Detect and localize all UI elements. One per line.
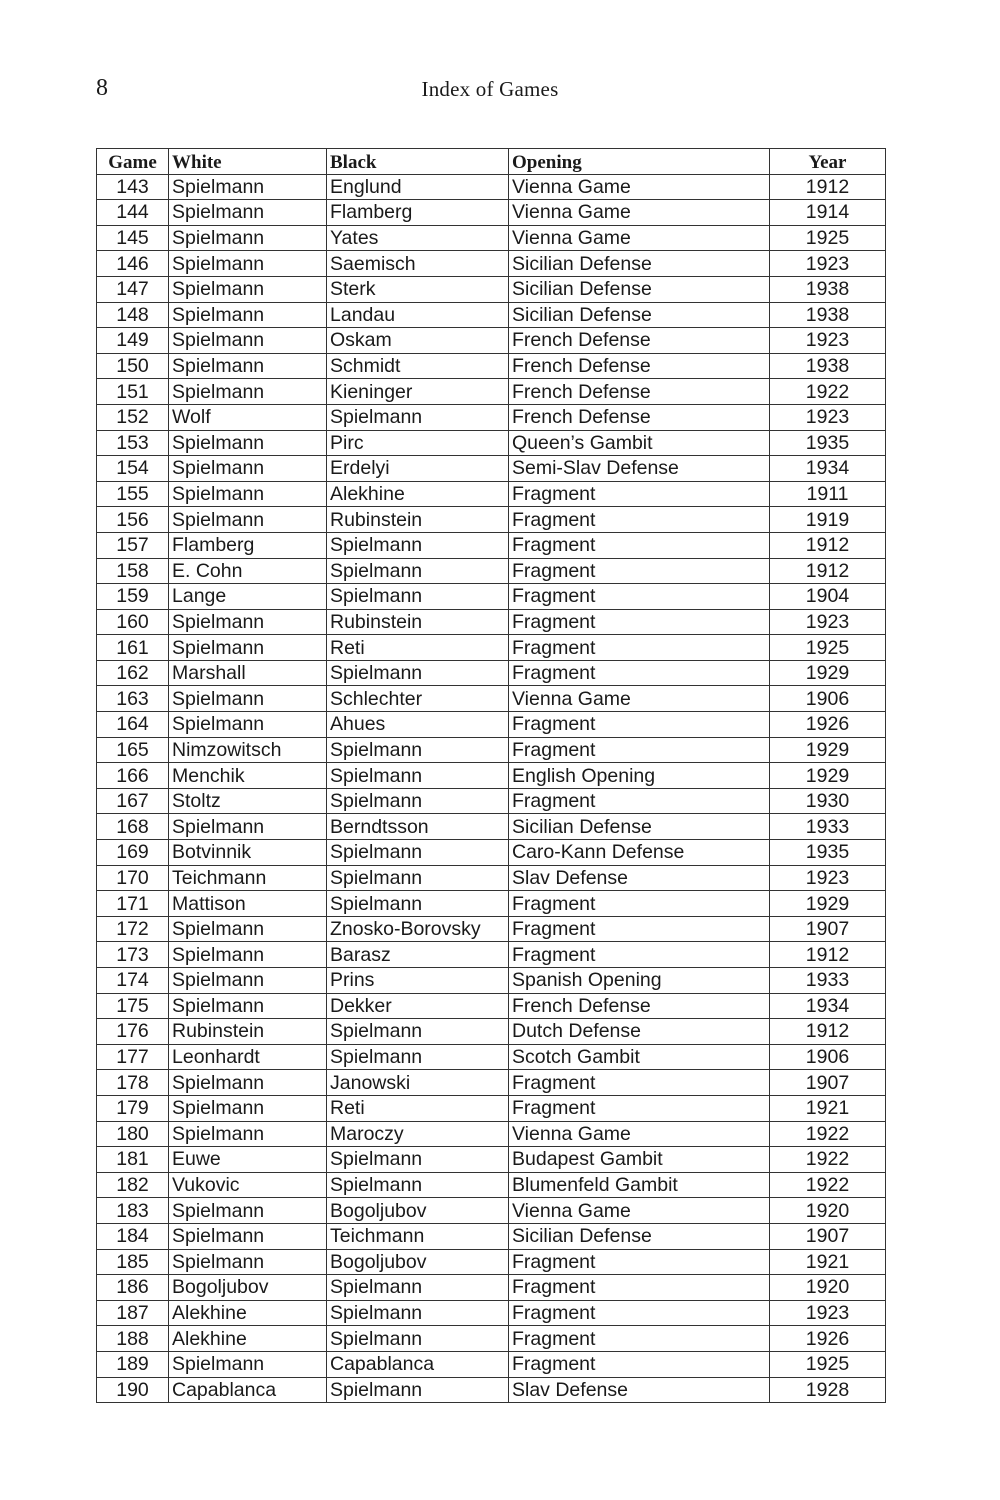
year-cell: 1907 bbox=[770, 1223, 886, 1249]
opening-cell: Fragment bbox=[509, 532, 770, 558]
white-player-cell: Nimzowitsch bbox=[169, 737, 327, 763]
table-row bbox=[97, 1326, 886, 1352]
year-cell: 1912 bbox=[770, 558, 886, 584]
year-cell: 1911 bbox=[770, 481, 886, 507]
game-number-cell: 187 bbox=[97, 1300, 169, 1326]
opening-cell: Slav Defense bbox=[509, 865, 770, 891]
year-cell: 1928 bbox=[770, 1377, 886, 1403]
white-player-cell: E. Cohn bbox=[169, 558, 327, 584]
white-player-cell: Spielmann bbox=[169, 1121, 327, 1147]
game-number-cell: 158 bbox=[97, 558, 169, 584]
black-player-cell: Bogoljubov bbox=[327, 1198, 509, 1224]
table-row bbox=[97, 1070, 886, 1096]
white-player-cell: Spielmann bbox=[169, 430, 327, 456]
black-player-cell: Barasz bbox=[327, 942, 509, 968]
game-number-cell: 165 bbox=[97, 737, 169, 763]
opening-cell: Caro-Kann Defense bbox=[509, 840, 770, 866]
black-player-cell: Spielmann bbox=[327, 1019, 509, 1045]
table-row bbox=[97, 891, 886, 917]
table-row bbox=[97, 916, 886, 942]
table-row bbox=[97, 558, 886, 584]
table-row bbox=[97, 1300, 886, 1326]
table-row bbox=[97, 763, 886, 789]
black-player-cell: Spielmann bbox=[327, 1326, 509, 1352]
white-player-cell: Bogoljubov bbox=[169, 1275, 327, 1301]
opening-cell: Fragment bbox=[509, 1300, 770, 1326]
game-number-cell: 177 bbox=[97, 1044, 169, 1070]
white-player-cell: Spielmann bbox=[169, 993, 327, 1019]
opening-cell: Semi-Slav Defense bbox=[509, 456, 770, 482]
year-cell: 1923 bbox=[770, 251, 886, 277]
game-number-cell: 173 bbox=[97, 942, 169, 968]
opening-cell: French Defense bbox=[509, 353, 770, 379]
game-number-cell: 144 bbox=[97, 200, 169, 226]
game-number-cell: 156 bbox=[97, 507, 169, 533]
game-number-cell: 147 bbox=[97, 276, 169, 302]
white-player-cell: Spielmann bbox=[169, 200, 327, 226]
year-cell: 1912 bbox=[770, 532, 886, 558]
opening-cell: Fragment bbox=[509, 737, 770, 763]
year-cell: 1929 bbox=[770, 763, 886, 789]
year-cell: 1929 bbox=[770, 891, 886, 917]
black-player-cell: Spielmann bbox=[327, 763, 509, 789]
opening-cell: Sicilian Defense bbox=[509, 1223, 770, 1249]
year-cell: 1923 bbox=[770, 609, 886, 635]
table-row bbox=[97, 456, 886, 482]
game-number-cell: 149 bbox=[97, 328, 169, 354]
year-cell: 1912 bbox=[770, 174, 886, 200]
game-number-cell: 159 bbox=[97, 584, 169, 610]
game-number-cell: 166 bbox=[97, 763, 169, 789]
game-number-cell: 150 bbox=[97, 353, 169, 379]
page-number: 8 bbox=[96, 75, 108, 101]
table-row bbox=[97, 584, 886, 610]
table-row bbox=[97, 328, 886, 354]
game-number-cell: 174 bbox=[97, 968, 169, 994]
black-player-cell: Spielmann bbox=[327, 660, 509, 686]
year-cell: 1933 bbox=[770, 814, 886, 840]
white-player-cell: Spielmann bbox=[169, 1249, 327, 1275]
table-row bbox=[97, 660, 886, 686]
black-player-cell: Oskam bbox=[327, 328, 509, 354]
opening-cell: Sicilian Defense bbox=[509, 302, 770, 328]
white-player-cell: Spielmann bbox=[169, 379, 327, 405]
table-body bbox=[97, 174, 886, 1403]
white-player-cell: Spielmann bbox=[169, 1351, 327, 1377]
year-cell: 1925 bbox=[770, 1351, 886, 1377]
year-cell: 1929 bbox=[770, 660, 886, 686]
game-number-cell: 189 bbox=[97, 1351, 169, 1377]
white-player-cell: Menchik bbox=[169, 763, 327, 789]
white-player-cell: Wolf bbox=[169, 404, 327, 430]
table-row bbox=[97, 840, 886, 866]
year-cell: 1922 bbox=[770, 1172, 886, 1198]
opening-cell: Scotch Gambit bbox=[509, 1044, 770, 1070]
year-cell: 1922 bbox=[770, 1147, 886, 1173]
white-player-cell: Botvinnik bbox=[169, 840, 327, 866]
table-row bbox=[97, 1044, 886, 1070]
opening-cell: English Opening bbox=[509, 763, 770, 789]
game-number-cell: 154 bbox=[97, 456, 169, 482]
game-number-cell: 146 bbox=[97, 251, 169, 277]
year-cell: 1914 bbox=[770, 200, 886, 226]
year-cell: 1920 bbox=[770, 1275, 886, 1301]
table-row bbox=[97, 481, 886, 507]
year-cell: 1926 bbox=[770, 712, 886, 738]
year-cell: 1938 bbox=[770, 353, 886, 379]
game-number-cell: 176 bbox=[97, 1019, 169, 1045]
opening-cell: Fragment bbox=[509, 712, 770, 738]
table-row bbox=[97, 1223, 886, 1249]
opening-cell: Fragment bbox=[509, 1070, 770, 1096]
table-header-row bbox=[97, 149, 886, 175]
black-player-cell: Ahues bbox=[327, 712, 509, 738]
white-player-cell: Spielmann bbox=[169, 712, 327, 738]
opening-cell: Blumenfeld Gambit bbox=[509, 1172, 770, 1198]
opening-cell: Sicilian Defense bbox=[509, 251, 770, 277]
table-row bbox=[97, 1198, 886, 1224]
table-row bbox=[97, 788, 886, 814]
header-black: Black bbox=[327, 149, 509, 175]
white-player-cell: Spielmann bbox=[169, 609, 327, 635]
table-row bbox=[97, 225, 886, 251]
header-year: Year bbox=[770, 149, 886, 175]
white-player-cell: Spielmann bbox=[169, 353, 327, 379]
white-player-cell: Spielmann bbox=[169, 1095, 327, 1121]
table-row bbox=[97, 865, 886, 891]
year-cell: 1938 bbox=[770, 276, 886, 302]
game-number-cell: 182 bbox=[97, 1172, 169, 1198]
year-cell: 1921 bbox=[770, 1095, 886, 1121]
year-cell: 1929 bbox=[770, 737, 886, 763]
year-cell: 1921 bbox=[770, 1249, 886, 1275]
header-opening: Opening bbox=[509, 149, 770, 175]
year-cell: 1923 bbox=[770, 865, 886, 891]
table-row bbox=[97, 353, 886, 379]
white-player-cell: Spielmann bbox=[169, 635, 327, 661]
year-cell: 1912 bbox=[770, 942, 886, 968]
white-player-cell: Marshall bbox=[169, 660, 327, 686]
game-number-cell: 181 bbox=[97, 1147, 169, 1173]
black-player-cell: Rubinstein bbox=[327, 609, 509, 635]
table-row bbox=[97, 1351, 886, 1377]
table-row bbox=[97, 251, 886, 277]
year-cell: 1930 bbox=[770, 788, 886, 814]
opening-cell: Fragment bbox=[509, 916, 770, 942]
table-row bbox=[97, 712, 886, 738]
opening-cell: Fragment bbox=[509, 1275, 770, 1301]
opening-cell: Fragment bbox=[509, 891, 770, 917]
black-player-cell: Janowski bbox=[327, 1070, 509, 1096]
black-player-cell: Capablanca bbox=[327, 1351, 509, 1377]
white-player-cell: Spielmann bbox=[169, 968, 327, 994]
white-player-cell: Lange bbox=[169, 584, 327, 610]
year-cell: 1904 bbox=[770, 584, 886, 610]
table-row bbox=[97, 993, 886, 1019]
white-player-cell: Spielmann bbox=[169, 1223, 327, 1249]
table-row bbox=[97, 276, 886, 302]
game-number-cell: 185 bbox=[97, 1249, 169, 1275]
white-player-cell: Rubinstein bbox=[169, 1019, 327, 1045]
table-row bbox=[97, 1019, 886, 1045]
black-player-cell: Reti bbox=[327, 635, 509, 661]
game-number-cell: 145 bbox=[97, 225, 169, 251]
game-number-cell: 183 bbox=[97, 1198, 169, 1224]
table-row bbox=[97, 507, 886, 533]
opening-cell: Slav Defense bbox=[509, 1377, 770, 1403]
white-player-cell: Spielmann bbox=[169, 1198, 327, 1224]
opening-cell: French Defense bbox=[509, 328, 770, 354]
black-player-cell: Bogoljubov bbox=[327, 1249, 509, 1275]
game-number-cell: 157 bbox=[97, 532, 169, 558]
opening-cell: Fragment bbox=[509, 1351, 770, 1377]
year-cell: 1925 bbox=[770, 225, 886, 251]
year-cell: 1925 bbox=[770, 635, 886, 661]
black-player-cell: Spielmann bbox=[327, 558, 509, 584]
table-row bbox=[97, 609, 886, 635]
opening-cell: Vienna Game bbox=[509, 1121, 770, 1147]
white-player-cell: Vukovic bbox=[169, 1172, 327, 1198]
table-row bbox=[97, 686, 886, 712]
year-cell: 1920 bbox=[770, 1198, 886, 1224]
opening-cell: Dutch Defense bbox=[509, 1019, 770, 1045]
black-player-cell: Spielmann bbox=[327, 865, 509, 891]
black-player-cell: Landau bbox=[327, 302, 509, 328]
game-number-cell: 167 bbox=[97, 788, 169, 814]
white-player-cell: Spielmann bbox=[169, 225, 327, 251]
white-player-cell: Alekhine bbox=[169, 1300, 327, 1326]
black-player-cell: Alekhine bbox=[327, 481, 509, 507]
black-player-cell: Spielmann bbox=[327, 1172, 509, 1198]
year-cell: 1926 bbox=[770, 1326, 886, 1352]
black-player-cell: Spielmann bbox=[327, 1044, 509, 1070]
opening-cell: Vienna Game bbox=[509, 1198, 770, 1224]
table-row bbox=[97, 814, 886, 840]
opening-cell: Fragment bbox=[509, 558, 770, 584]
table-row bbox=[97, 737, 886, 763]
white-player-cell: Capablanca bbox=[169, 1377, 327, 1403]
white-player-cell: Alekhine bbox=[169, 1326, 327, 1352]
opening-cell: Vienna Game bbox=[509, 686, 770, 712]
black-player-cell: Spielmann bbox=[327, 1377, 509, 1403]
black-player-cell: Znosko-Borovsky bbox=[327, 916, 509, 942]
game-number-cell: 180 bbox=[97, 1121, 169, 1147]
table-row bbox=[97, 1172, 886, 1198]
table-row bbox=[97, 200, 886, 226]
table-row bbox=[97, 942, 886, 968]
game-number-cell: 186 bbox=[97, 1275, 169, 1301]
year-cell: 1934 bbox=[770, 993, 886, 1019]
games-index-table bbox=[96, 148, 886, 1403]
header-white: White bbox=[169, 149, 327, 175]
year-cell: 1923 bbox=[770, 328, 886, 354]
year-cell: 1923 bbox=[770, 1300, 886, 1326]
table-row bbox=[97, 968, 886, 994]
opening-cell: French Defense bbox=[509, 404, 770, 430]
opening-cell: Spanish Opening bbox=[509, 968, 770, 994]
year-cell: 1919 bbox=[770, 507, 886, 533]
game-number-cell: 188 bbox=[97, 1326, 169, 1352]
table-row bbox=[97, 1121, 886, 1147]
black-player-cell: Teichmann bbox=[327, 1223, 509, 1249]
table-row bbox=[97, 174, 886, 200]
white-player-cell: Mattison bbox=[169, 891, 327, 917]
year-cell: 1934 bbox=[770, 456, 886, 482]
opening-cell: Fragment bbox=[509, 635, 770, 661]
game-number-cell: 164 bbox=[97, 712, 169, 738]
black-player-cell: Kieninger bbox=[327, 379, 509, 405]
opening-cell: French Defense bbox=[509, 993, 770, 1019]
white-player-cell: Spielmann bbox=[169, 507, 327, 533]
white-player-cell: Spielmann bbox=[169, 328, 327, 354]
white-player-cell: Spielmann bbox=[169, 174, 327, 200]
game-number-cell: 153 bbox=[97, 430, 169, 456]
year-cell: 1938 bbox=[770, 302, 886, 328]
table-row bbox=[97, 532, 886, 558]
opening-cell: Fragment bbox=[509, 1095, 770, 1121]
white-player-cell: Spielmann bbox=[169, 276, 327, 302]
table-row bbox=[97, 1249, 886, 1275]
table-row bbox=[97, 1095, 886, 1121]
game-number-cell: 179 bbox=[97, 1095, 169, 1121]
game-number-cell: 178 bbox=[97, 1070, 169, 1096]
black-player-cell: Dekker bbox=[327, 993, 509, 1019]
white-player-cell: Spielmann bbox=[169, 481, 327, 507]
game-number-cell: 152 bbox=[97, 404, 169, 430]
white-player-cell: Spielmann bbox=[169, 302, 327, 328]
opening-cell: Queen’s Gambit bbox=[509, 430, 770, 456]
table-row bbox=[97, 404, 886, 430]
year-cell: 1906 bbox=[770, 1044, 886, 1070]
game-number-cell: 151 bbox=[97, 379, 169, 405]
game-number-cell: 160 bbox=[97, 609, 169, 635]
year-cell: 1923 bbox=[770, 404, 886, 430]
game-number-cell: 169 bbox=[97, 840, 169, 866]
white-player-cell: Leonhardt bbox=[169, 1044, 327, 1070]
year-cell: 1935 bbox=[770, 840, 886, 866]
table-row bbox=[97, 1377, 886, 1403]
game-number-cell: 171 bbox=[97, 891, 169, 917]
black-player-cell: Saemisch bbox=[327, 251, 509, 277]
opening-cell: Sicilian Defense bbox=[509, 814, 770, 840]
year-cell: 1912 bbox=[770, 1019, 886, 1045]
game-number-cell: 168 bbox=[97, 814, 169, 840]
opening-cell: Fragment bbox=[509, 507, 770, 533]
black-player-cell: Spielmann bbox=[327, 584, 509, 610]
year-cell: 1906 bbox=[770, 686, 886, 712]
opening-cell: Fragment bbox=[509, 481, 770, 507]
year-cell: 1922 bbox=[770, 379, 886, 405]
white-player-cell: Spielmann bbox=[169, 942, 327, 968]
game-number-cell: 161 bbox=[97, 635, 169, 661]
black-player-cell: Spielmann bbox=[327, 737, 509, 763]
opening-cell: Fragment bbox=[509, 788, 770, 814]
white-player-cell: Spielmann bbox=[169, 251, 327, 277]
black-player-cell: Schlechter bbox=[327, 686, 509, 712]
black-player-cell: Flamberg bbox=[327, 200, 509, 226]
game-number-cell: 170 bbox=[97, 865, 169, 891]
game-number-cell: 155 bbox=[97, 481, 169, 507]
white-player-cell: Flamberg bbox=[169, 532, 327, 558]
black-player-cell: Schmidt bbox=[327, 353, 509, 379]
black-player-cell: Spielmann bbox=[327, 532, 509, 558]
table-row bbox=[97, 1275, 886, 1301]
header-game: Game bbox=[97, 149, 169, 175]
black-player-cell: Erdelyi bbox=[327, 456, 509, 482]
game-number-cell: 163 bbox=[97, 686, 169, 712]
year-cell: 1907 bbox=[770, 1070, 886, 1096]
black-player-cell: Spielmann bbox=[327, 1147, 509, 1173]
black-player-cell: Spielmann bbox=[327, 891, 509, 917]
black-player-cell: Spielmann bbox=[327, 404, 509, 430]
game-number-cell: 190 bbox=[97, 1377, 169, 1403]
opening-cell: Vienna Game bbox=[509, 200, 770, 226]
game-number-cell: 148 bbox=[97, 302, 169, 328]
white-player-cell: Stoltz bbox=[169, 788, 327, 814]
opening-cell: Fragment bbox=[509, 609, 770, 635]
opening-cell: French Defense bbox=[509, 379, 770, 405]
year-cell: 1935 bbox=[770, 430, 886, 456]
table-row bbox=[97, 430, 886, 456]
opening-cell: Fragment bbox=[509, 584, 770, 610]
opening-cell: Fragment bbox=[509, 942, 770, 968]
opening-cell: Vienna Game bbox=[509, 225, 770, 251]
table-row bbox=[97, 379, 886, 405]
white-player-cell: Spielmann bbox=[169, 686, 327, 712]
black-player-cell: Pirc bbox=[327, 430, 509, 456]
white-player-cell: Spielmann bbox=[169, 456, 327, 482]
white-player-cell: Teichmann bbox=[169, 865, 327, 891]
table-row bbox=[97, 302, 886, 328]
table-row bbox=[97, 1147, 886, 1173]
opening-cell: Fragment bbox=[509, 660, 770, 686]
opening-cell: Sicilian Defense bbox=[509, 276, 770, 302]
white-player-cell: Spielmann bbox=[169, 814, 327, 840]
opening-cell: Budapest Gambit bbox=[509, 1147, 770, 1173]
black-player-cell: Sterk bbox=[327, 276, 509, 302]
game-number-cell: 175 bbox=[97, 993, 169, 1019]
table-row bbox=[97, 635, 886, 661]
year-cell: 1933 bbox=[770, 968, 886, 994]
opening-cell: Fragment bbox=[509, 1326, 770, 1352]
black-player-cell: Rubinstein bbox=[327, 507, 509, 533]
black-player-cell: Englund bbox=[327, 174, 509, 200]
running-head: Index of Games bbox=[421, 77, 559, 101]
black-player-cell: Yates bbox=[327, 225, 509, 251]
black-player-cell: Spielmann bbox=[327, 1300, 509, 1326]
black-player-cell: Berndtsson bbox=[327, 814, 509, 840]
white-player-cell: Euwe bbox=[169, 1147, 327, 1173]
black-player-cell: Maroczy bbox=[327, 1121, 509, 1147]
game-number-cell: 172 bbox=[97, 916, 169, 942]
black-player-cell: Spielmann bbox=[327, 840, 509, 866]
black-player-cell: Spielmann bbox=[327, 1275, 509, 1301]
white-player-cell: Spielmann bbox=[169, 1070, 327, 1096]
game-number-cell: 143 bbox=[97, 174, 169, 200]
game-number-cell: 162 bbox=[97, 660, 169, 686]
white-player-cell: Spielmann bbox=[169, 916, 327, 942]
black-player-cell: Reti bbox=[327, 1095, 509, 1121]
black-player-cell: Prins bbox=[327, 968, 509, 994]
opening-cell: Fragment bbox=[509, 1249, 770, 1275]
opening-cell: Vienna Game bbox=[509, 174, 770, 200]
year-cell: 1922 bbox=[770, 1121, 886, 1147]
black-player-cell: Spielmann bbox=[327, 788, 509, 814]
game-number-cell: 184 bbox=[97, 1223, 169, 1249]
year-cell: 1907 bbox=[770, 916, 886, 942]
